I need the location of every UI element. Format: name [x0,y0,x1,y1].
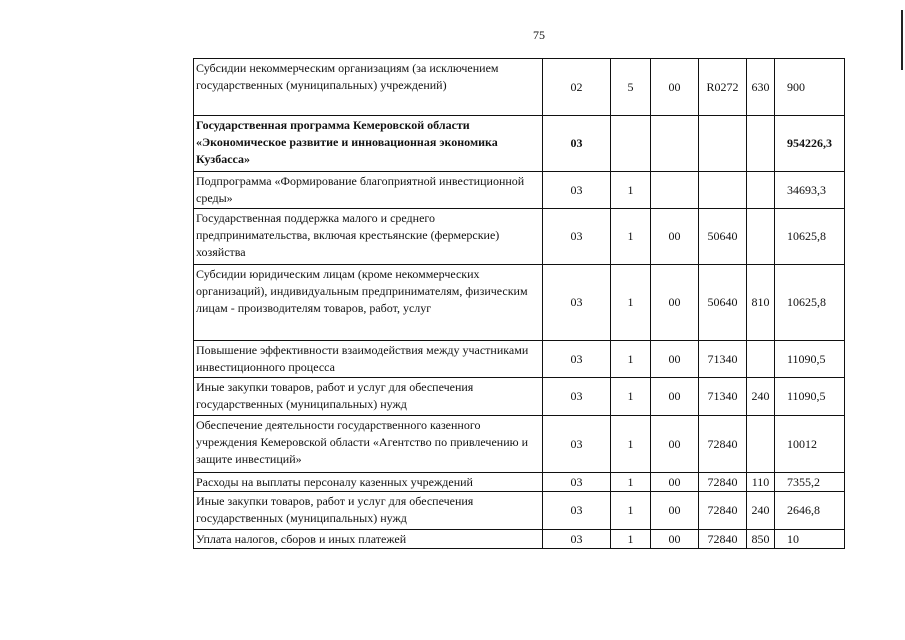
cell-main-event [651,172,699,209]
cell-section: 02 [543,59,611,116]
page-number: 75 [533,28,545,42]
cell-section: 03 [543,172,611,209]
budget-table [193,58,845,549]
cell-subprogram [611,116,651,172]
cell-direction: 72840 [699,530,747,549]
cell-direction: 71340 [699,378,747,416]
cell-amount: 954226,3 [775,116,845,172]
cell-amount: 11090,5 [775,378,845,416]
table-row [194,492,845,530]
cell-subprogram: 1 [611,530,651,549]
cell-direction [699,116,747,172]
cell-main-event: 00 [651,492,699,530]
cell-expense-type [747,416,775,473]
table-row [194,530,845,549]
cell-main-event: 00 [651,416,699,473]
cell-expense-type: 240 [747,492,775,530]
cell-expense-type: 850 [747,530,775,549]
cell-section: 03 [543,378,611,416]
cell-amount: 10625,8 [775,209,845,265]
cell-amount: 2646,8 [775,492,845,530]
table-row [194,172,845,209]
cell-subprogram: 1 [611,416,651,473]
cell-subprogram: 1 [611,473,651,492]
table-row [194,209,845,265]
cell-expense-type [747,172,775,209]
cell-section: 03 [543,209,611,265]
row-name: Расходы на выплаты персоналу казенных учреждений [194,473,543,492]
row-name: Повышение эффективности взаимодействия между участниками инвестиционного процесса [194,341,543,378]
cell-direction: 50640 [699,265,747,341]
row-name: Субсидии юридическим лицам (кроме некоммерческих организаций), индивидуальным предпринимателям, физическим лицам - производителям товаров, работ, услуг [194,265,543,341]
row-name: Государственная программа Кемеровской области «Экономическое развитие и инновационная экономика Кузбасса» [194,116,543,172]
cell-main-event: 00 [651,473,699,492]
cell-main-event: 00 [651,209,699,265]
cell-section: 03 [543,416,611,473]
cell-amount: 900 [775,59,845,116]
cell-direction: 72840 [699,492,747,530]
cell-expense-type [747,209,775,265]
page-edge-mark [901,10,903,70]
cell-main-event [651,116,699,172]
table-row [194,473,845,492]
cell-amount: 11090,5 [775,341,845,378]
table-row [194,265,845,341]
cell-section: 03 [543,265,611,341]
cell-direction: R0272 [699,59,747,116]
cell-expense-type: 240 [747,378,775,416]
cell-expense-type: 630 [747,59,775,116]
cell-subprogram: 1 [611,378,651,416]
cell-subprogram: 1 [611,492,651,530]
table-row [194,59,845,116]
cell-section: 03 [543,492,611,530]
cell-amount: 34693,3 [775,172,845,209]
cell-direction: 72840 [699,473,747,492]
cell-main-event: 00 [651,530,699,549]
cell-amount: 10625,8 [775,265,845,341]
cell-subprogram: 5 [611,59,651,116]
cell-expense-type [747,341,775,378]
cell-main-event: 00 [651,59,699,116]
cell-amount: 10012 [775,416,845,473]
cell-main-event: 00 [651,341,699,378]
cell-subprogram: 1 [611,172,651,209]
cell-direction: 72840 [699,416,747,473]
row-name: Иные закупки товаров, работ и услуг для обеспечения государственных (муниципальных) нужд [194,492,543,530]
row-name: Субсидии некоммерческим организациям (за исключением государственных (муниципальных) учреждений) [194,59,543,116]
table-row [194,341,845,378]
cell-subprogram: 1 [611,265,651,341]
cell-section: 03 [543,116,611,172]
row-name: Государственная поддержка малого и среднего предпринимательства, включая крестьянские (фермерские) хозяйства [194,209,543,265]
cell-direction: 50640 [699,209,747,265]
cell-section: 03 [543,341,611,378]
cell-subprogram: 1 [611,209,651,265]
cell-amount: 7355,2 [775,473,845,492]
row-name: Обеспечение деятельности государственного казенного учреждения Кемеровской области «Агентство по привлечению и защите инвестиций» [194,416,543,473]
cell-direction [699,172,747,209]
cell-main-event: 00 [651,378,699,416]
cell-expense-type: 810 [747,265,775,341]
cell-subprogram: 1 [611,341,651,378]
row-name: Иные закупки товаров, работ и услуг для обеспечения государственных (муниципальных) нужд [194,378,543,416]
cell-section: 03 [543,530,611,549]
table-row [194,416,845,473]
cell-expense-type: 110 [747,473,775,492]
row-name: Уплата налогов, сборов и иных платежей [194,530,543,549]
table-row [194,378,845,416]
row-name: Подпрограмма «Формирование благоприятной инвестиционной среды» [194,172,543,209]
cell-expense-type [747,116,775,172]
cell-main-event: 00 [651,265,699,341]
cell-direction: 71340 [699,341,747,378]
cell-amount: 10 [775,530,845,549]
table-row [194,116,845,172]
cell-section: 03 [543,473,611,492]
